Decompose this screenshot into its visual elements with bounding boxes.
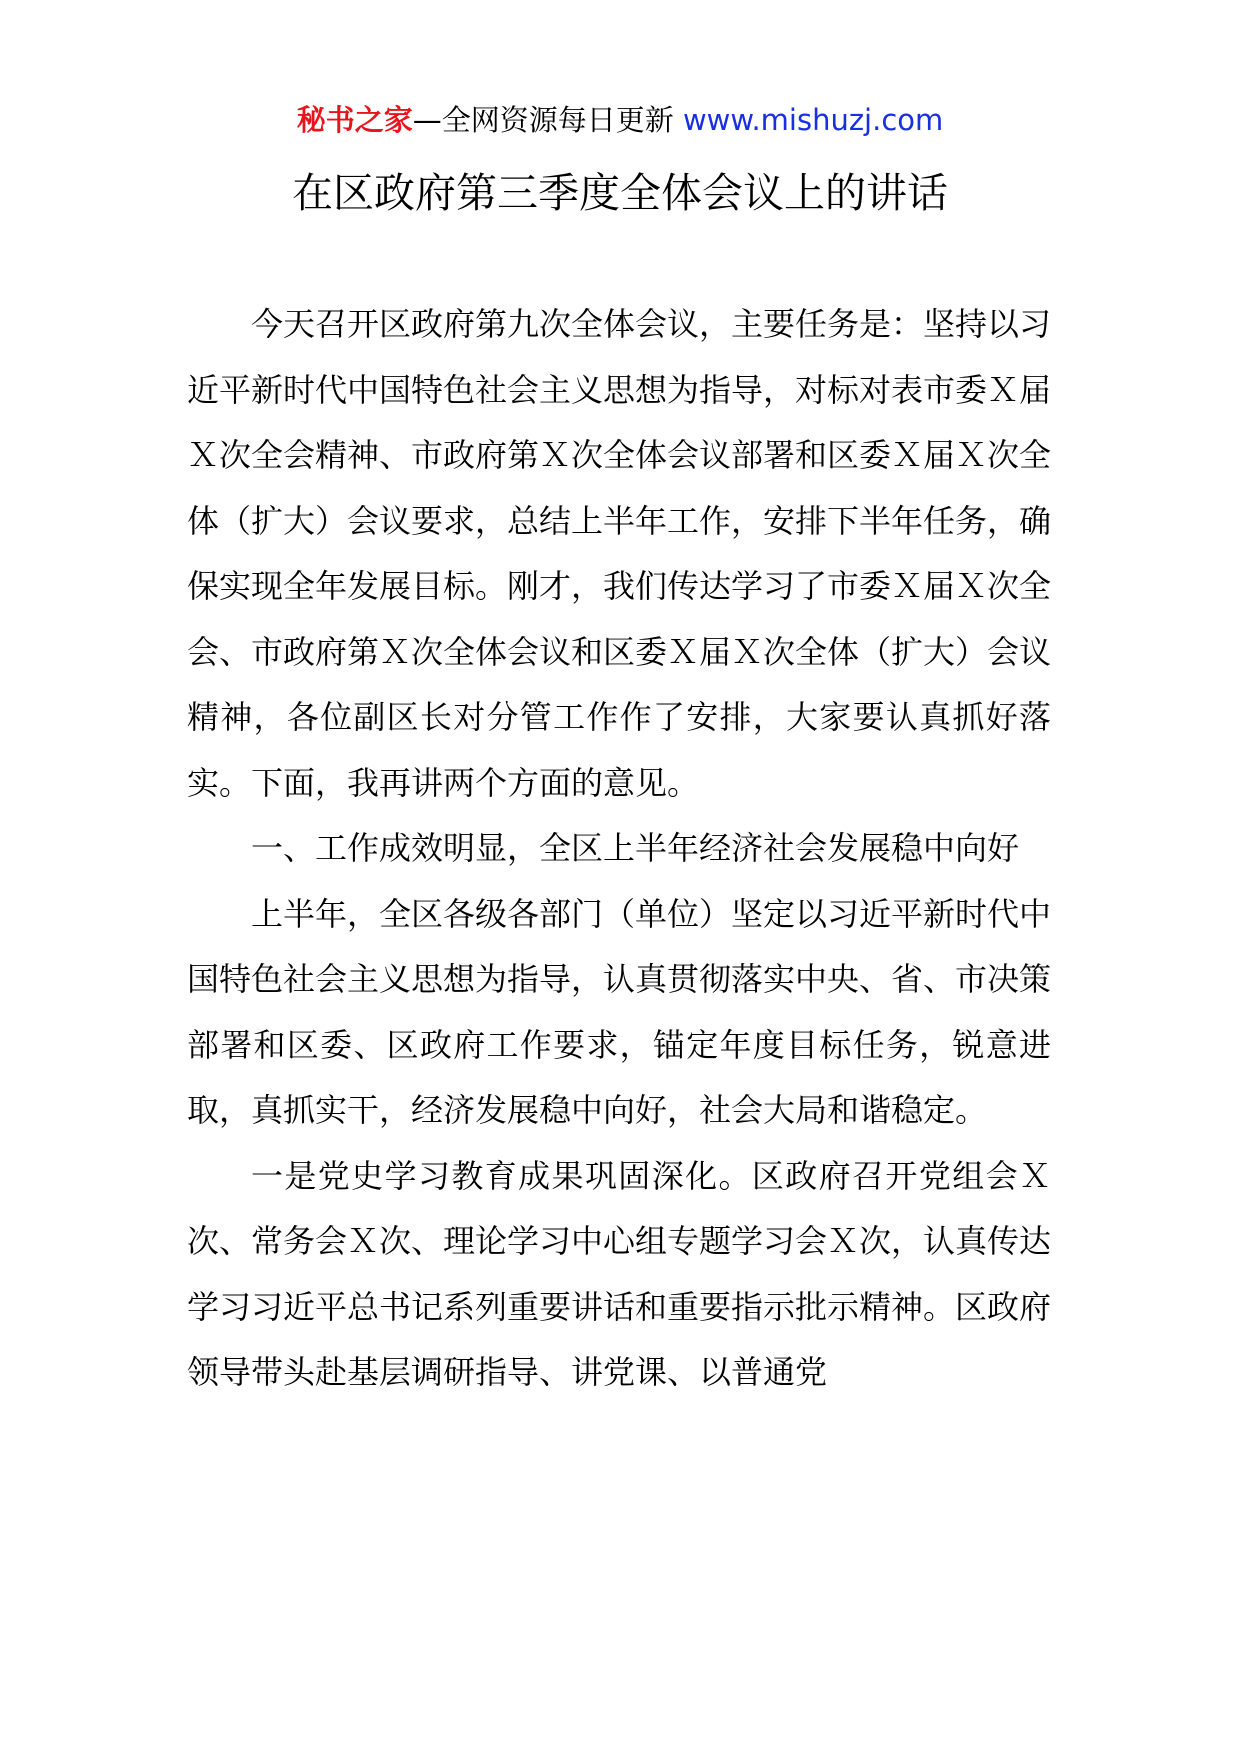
site-brand: 秘书之家 <box>296 103 413 137</box>
body-paragraph-party-history: 一是党史学习教育成果巩固深化。区政府召开党组会Ｘ次、常务会Ｘ次、理论学习中心组专题学习会Ｘ次，认真传达学习习近平总书记系列重要讲话和重要指示批示精神。区政府领导带头赴基层调研指导、讲党课、以普通党 <box>187 1156 1052 1391</box>
body-paragraph-summary: 上半年，全区各级各部门（单位）坚定以习近平新时代中国特色社会主义思想为指导，认真贯彻落实中央、省、市决策部署和区委、区政府工作要求，锚定年度目标任务，锐意进取，真抓实干，经济发展稳中向好，社会大局和谐稳定。 <box>187 894 1052 1129</box>
site-header <box>0 100 1240 140</box>
section-heading-1: 一、工作成效明显，全区上半年经济社会发展稳中向好 <box>251 829 1020 867</box>
document-title: 在区政府第三季度全体会议上的讲话 <box>292 169 948 217</box>
site-tagline: —全网资源每日更新 <box>412 103 674 137</box>
body-paragraph-intro: 今天召开区政府第九次全体会议，主要任务是：坚持以习近平新时代中国特色社会主义思想为指导，对标对表市委Ｘ届Ｘ次全会精神、市政府第Ｘ次全体会议部署和区委Ｘ届Ｘ次全体（扩大）会议要求，总结上半年工作，安排下半年任务，确保实现全年发展目标。刚才，我们传达学习了市委Ｘ届Ｘ次全会、市政府第Ｘ次全体会议和区委Ｘ届Ｘ次全体（扩大）会议精神，各位副区长对分管工作作了安排，大家要认真抓好落实。下面，我再讲两个方面的意见。 <box>187 305 1052 802</box>
document-body <box>187 292 1051 1406</box>
site-url-link[interactable]: www.mishuzj.com <box>682 103 944 137</box>
